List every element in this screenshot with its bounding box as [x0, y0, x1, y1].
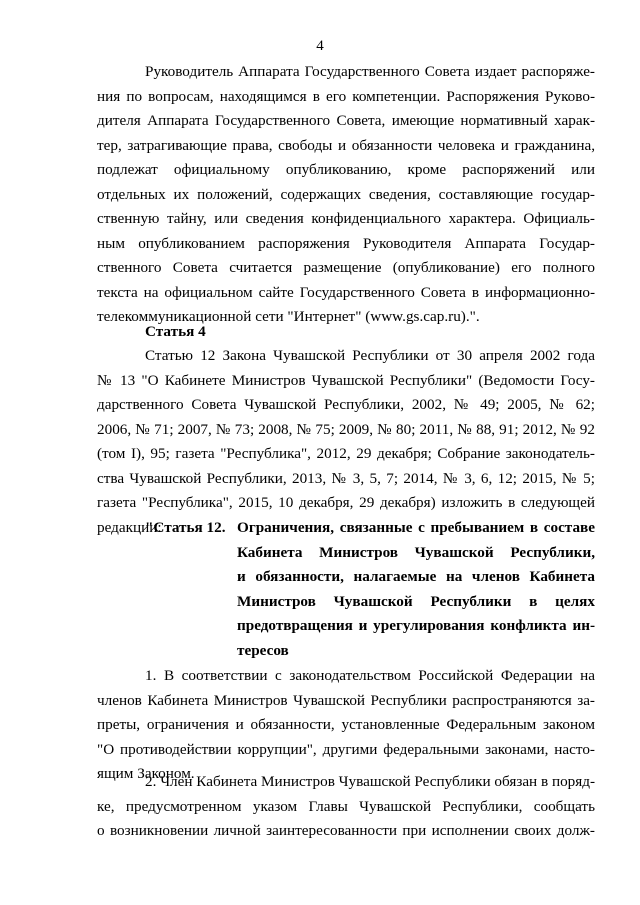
article-4-section [97, 320, 595, 345]
title-line: тересов [237, 641, 289, 659]
page-number: 4 [316, 38, 324, 54]
text-line: подлежат официальному опубликованию, кроме распоряжений или [97, 161, 595, 178]
text-line: "О противодействии коррупции", другими федеральными законами, насто- [97, 740, 595, 758]
text-line: № 13 "О Кабинете Министров Чувашской Республики" (Ведомости Госу- [97, 371, 595, 389]
title-line: Кабинета Министров Чувашской Республики, [237, 543, 595, 561]
text-line: ственного Совета считается размещение (опубликование) его полного [97, 259, 595, 276]
text-line: ственную тайну, или сведения конфиденциального характера. Официаль- [97, 210, 595, 227]
text-line: телекоммуникационной сети "Интернет" (www.gs.cap.ru).". [97, 308, 480, 325]
text-line: (том I), 95; газета "Республика", 2012, 29 декабря; Собрание законодатель- [97, 445, 595, 462]
text-line: Руководитель Аппарата Государственного Совета издает распоряже- [145, 63, 595, 80]
text-line: 1. В соответствии с законодательством Российской Федерации на [145, 667, 595, 684]
text-line: ным опубликованием распоряжения Руководителя Аппарата Государ- [97, 234, 595, 252]
text-line: 2006, № 71; 2007, № 73; 2008, № 75; 2009, № 80; 2011, № 88, 91; 2012, № 92 [97, 420, 595, 438]
article-12-title [145, 516, 595, 666]
title-line: и обязанности, налагаемые на членов Кабинета [237, 568, 595, 585]
article-title-text [237, 516, 595, 663]
text-line: Статью 12 Закона Чувашской Республики от 30 апреля 2002 года [145, 347, 595, 364]
article-label: "Статья 12. [145, 519, 226, 536]
text-line: ства Чувашской Республики, 2013, № 3, 5, 7; 2014, № 3, 6, 12; 2015, № 5; [97, 469, 595, 487]
text-line: тер, затрагивающие права, свободы и обязанности человека и гражданина, [97, 136, 595, 154]
text-line: дителя Аппарата Государственного Совета, имеющие нормативный харак- [97, 112, 595, 129]
text-line: 2. Член Кабинета Министров Чувашской Республики обязан в поряд- [145, 773, 595, 790]
text-line: преты, ограничения и обязанности, установленные Федеральным законом [97, 716, 595, 733]
text-line: отдельных их положений, содержащих сведения, составляющие государ- [97, 185, 595, 203]
title-line: Ограничения, связанные с пребыванием в составе [237, 519, 595, 536]
text-line: редакции: [97, 518, 162, 536]
article-heading: Статья 4 [145, 323, 206, 340]
title-line: Министров Чувашской Республики в целях [237, 592, 595, 610]
paragraph-2 [97, 344, 595, 540]
paragraph-4 [97, 770, 595, 844]
text-line: текста на официальном сайте Государственного Совета в информационно- [97, 283, 595, 301]
text-line: ния по вопросам, находящимся в его компетенции. Распоряжения Руково- [97, 87, 595, 105]
text-line: дарственного Совета Чувашской Республики, 2002, № 49; 2005, № 62; [97, 396, 595, 413]
text-line: ящим Законом. [97, 765, 195, 782]
text-line: о возникновении личной заинтересованности при исполнении своих долж- [97, 822, 595, 839]
title-line: предотвращения и урегулирования конфликта ин- [237, 617, 595, 634]
text-line: членов Кабинета Министров Чувашской Республики распространяются за- [97, 691, 595, 709]
paragraph-3 [97, 664, 595, 787]
paragraph-1 [97, 60, 595, 330]
text-line: газета "Республика", 2015, 10 декабря, 29 декабря) изложить в следующей [97, 494, 595, 511]
text-line: ке, предусмотренном указом Главы Чувашской Республики, сообщать [97, 797, 595, 815]
